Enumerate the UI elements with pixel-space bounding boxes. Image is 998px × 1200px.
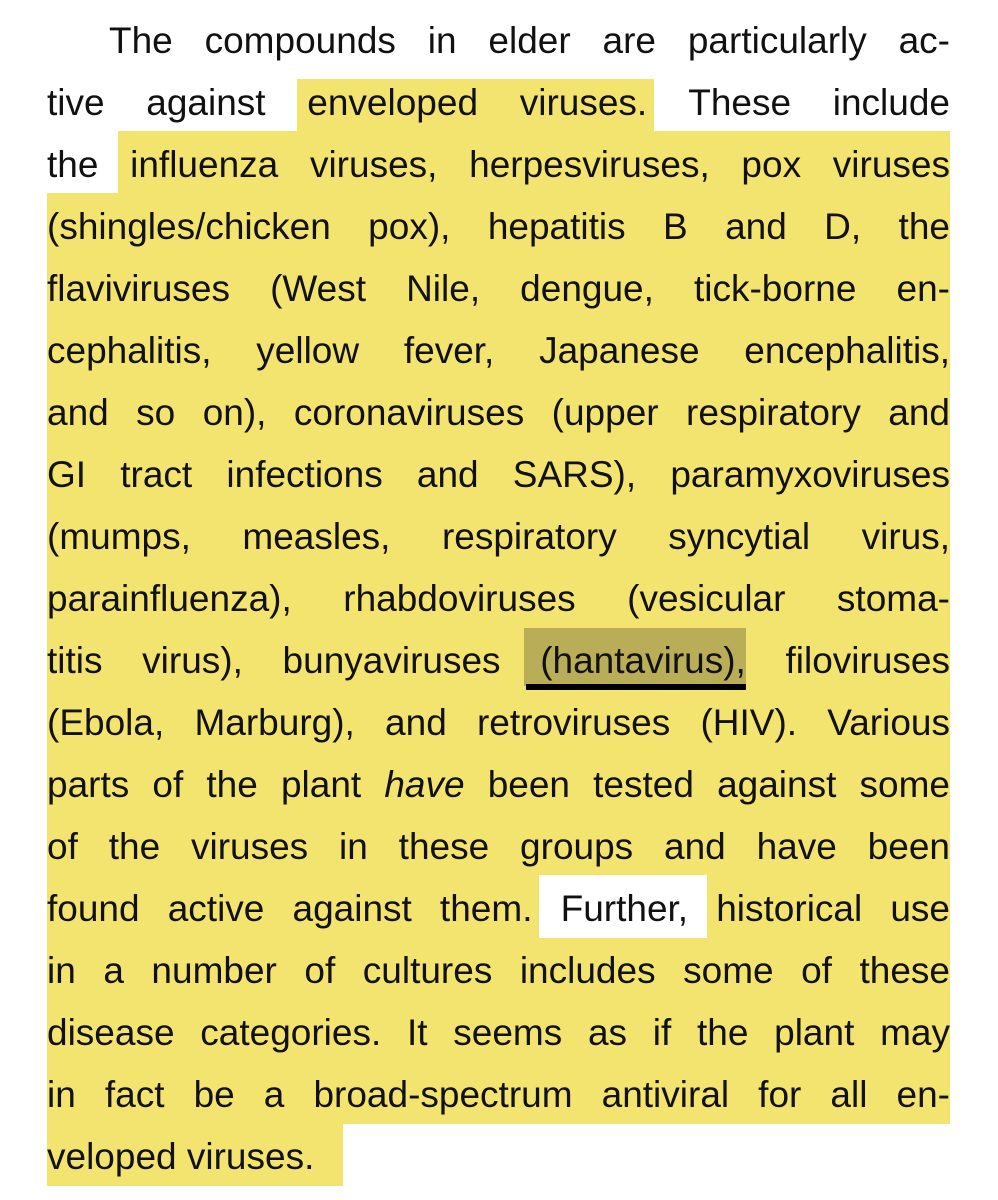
text-line: in a number of cultures includes some of these (47, 950, 950, 991)
text-line: the influenza viruses, herpesviruses, pox viruses (47, 144, 950, 185)
text-line (47, 754, 950, 816)
text-span: been tested against some (464, 764, 950, 805)
text-line: of the viruses in these groups and have been (47, 826, 950, 867)
text-line: veloped viruses. (47, 1136, 315, 1177)
text-line: GI tract infections and SARS), paramyxoviruses (47, 454, 950, 495)
emphasis-text: have (384, 764, 465, 805)
text-line: (shingles/chicken pox), hepatitis B and D, the (47, 206, 950, 247)
text-line: (mumps, measles, respiratory syncytial virus, (47, 516, 950, 557)
text-line: cephalitis, yellow fever, Japanese encephalitis, (47, 330, 950, 371)
text-line: (Ebola, Marburg), and retroviruses (HIV). Various (47, 702, 950, 743)
text-span: parts of the plant (47, 764, 385, 805)
text-line: flaviviruses (West Nile, dengue, tick-borne en- (47, 268, 950, 309)
text-line: tive against enveloped viruses. These include (47, 82, 950, 123)
text-line: parainfluenza), rhabdoviruses (vesicular stoma- (47, 578, 950, 619)
text-line: disease categories. It seems as if the plant may (47, 1012, 950, 1053)
text-line: titis virus), bunyaviruses (hantavirus), filoviruses (47, 640, 950, 681)
text-line: The compounds in elder are particularly ac- (109, 20, 950, 61)
text-line: and so on), coronaviruses (upper respiratory and (47, 392, 950, 433)
text-line: in fact be a broad-spectrum antiviral for all en- (47, 1074, 950, 1115)
text-line: found active against them. Further, historical use (47, 888, 950, 929)
